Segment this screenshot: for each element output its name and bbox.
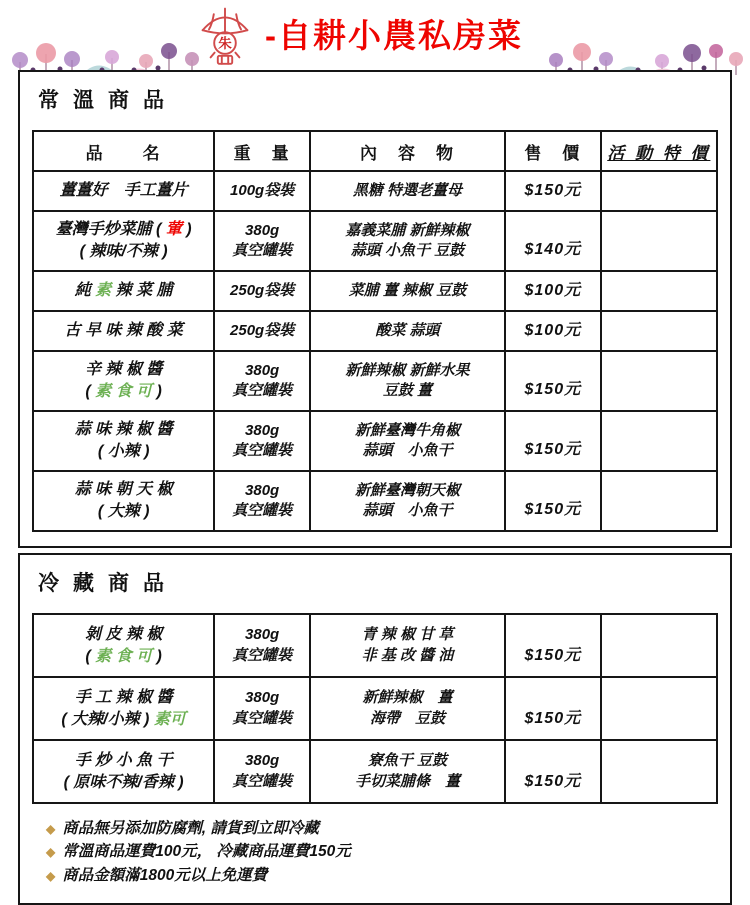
product-price-cell: $150元 [505,740,601,803]
product-row [33,471,717,531]
product-name-cell: 剝 皮 辣 椒 ( 素 食 可 ) [33,614,214,677]
diamond-bullet-icon: ◆ [46,868,56,883]
product-weight-cell: 380g 真空罐裝 [214,471,310,531]
product-weight-cell: 380g 真空罐裝 [214,614,310,677]
product-price-cell: $140元 [505,211,601,271]
special-price-cell [601,171,717,211]
product-name-cell: 手 工 辣 椒 醬 ( 大辣/小辣 ) 素可 [33,677,214,740]
note-text: 商品金額滿1800元以上免運費 [62,866,268,884]
note-item [46,864,718,887]
product-price-cell: $150元 [505,171,601,211]
farmer-stamp-logo [193,3,257,67]
note-item [46,817,718,840]
product-contents-cell: 新鮮辣椒 新鮮水果 豆鼓 薑 [310,351,505,411]
product-contents-cell: 寮魚干 豆鼓 手切菜脯條 薑 [310,740,505,803]
product-price-cell: $150元 [505,471,601,531]
product-name-cell: 蒜 味 辣 椒 醬 ( 小辣 ) [33,411,214,471]
footer-notes [32,817,718,887]
product-contents-cell: 新鮮臺灣牛角椒 蒜頭 小魚干 [310,411,505,471]
column-header: 售 價 [505,131,601,171]
note-text: 常溫商品運費100元， 冷藏商品運費150元 [62,843,351,861]
special-price-cell [601,351,717,411]
product-name-cell: 薑薑好 手工薑片 [33,171,214,211]
product-name-cell: 臺灣手炒菜脯 ( 葷 ) ( 辣味/不辣 ) [33,211,214,271]
product-row [33,614,717,677]
product-row [33,740,717,803]
product-weight-cell: 100g袋裝 [214,171,310,211]
diamond-bullet-icon: ◆ [46,822,56,836]
product-weight-cell: 250g袋裝 [214,311,310,351]
product-contents-cell: 新鮮臺灣朝天椒 蒜頭 小魚干 [310,471,505,531]
special-price-cell [601,677,717,740]
product-row [33,171,717,211]
product-row [33,271,717,311]
column-header: 內 容 物 [310,131,505,171]
product-name-cell: 辛 辣 椒 醬 ( 素 食 可 ) [33,351,214,411]
product-contents-cell: 青 辣 椒 甘 草 非 基 改 醬 油 [310,614,505,677]
product-name-cell: 純 素 辣 菜 脯 [33,271,214,311]
section-title-refrigerated: 冷藏商品 [38,572,178,595]
product-weight-cell: 380g 真空罐裝 [214,411,310,471]
section-room-temp-products [18,70,732,548]
product-price-cell: $150元 [505,411,601,471]
table-header-row [33,131,717,171]
product-row [33,677,717,740]
column-header: 品 名 [33,131,214,171]
product-price-cell: $150元 [505,614,601,677]
section-title-room-temp: 常溫商品 [38,89,178,112]
column-header: 活 動 特 價 [601,131,717,171]
special-price-cell [601,211,717,271]
product-contents-cell: 菜脯 薑 辣椒 豆鼓 [310,271,505,311]
product-price-cell: $100元 [505,311,601,351]
product-weight-cell: 380g 真空罐裝 [214,677,310,740]
product-weight-cell: 250g袋裝 [214,271,310,311]
product-weight-cell: 380g 真空罐裝 [214,351,310,411]
special-price-cell [601,471,717,531]
section-refrigerated-products [18,553,732,905]
product-row [33,211,717,271]
product-contents-cell: 新鮮辣椒 薑 海帶 豆鼓 [310,677,505,740]
logo-character: 朱 [218,35,232,51]
product-price-cell: $150元 [505,677,601,740]
product-row [33,311,717,351]
products-table-refrigerated [32,613,718,804]
products-table-room-temp [32,130,718,532]
product-price-cell: $150元 [505,351,601,411]
product-row [33,411,717,471]
product-row [33,351,717,411]
product-contents-cell: 酸菜 蒜頭 [310,311,505,351]
special-price-cell [601,740,717,803]
column-header: 重 量 [214,131,310,171]
product-weight-cell: 380g 真空罐裝 [214,740,310,803]
special-price-cell [601,311,717,351]
product-name-cell: 蒜 味 朝 天 椒 ( 大辣 ) [33,471,214,531]
diamond-bullet-icon: ◆ [46,845,56,860]
note-item [46,840,718,863]
note-text: 商品無另添加防腐劑, 請貨到立即冷藏 [62,820,319,837]
product-contents-cell: 嘉義菜脯 新鮮辣椒 蒜頭 小魚干 豆鼓 [310,211,505,271]
product-name-cell: 古 早 味 辣 酸 菜 [33,311,214,351]
special-price-cell [601,411,717,471]
product-name-cell: 手 炒 小 魚 干 ( 原味不辣/香辣 ) [33,740,214,803]
product-price-cell: $100元 [505,271,601,311]
product-contents-cell: 黑糖 特選老薑母 [310,171,505,211]
page-header [0,0,750,70]
product-weight-cell: 380g 真空罐裝 [214,211,310,271]
page-title: -自耕小農私房菜 [265,16,523,54]
special-price-cell [601,614,717,677]
special-price-cell [601,271,717,311]
